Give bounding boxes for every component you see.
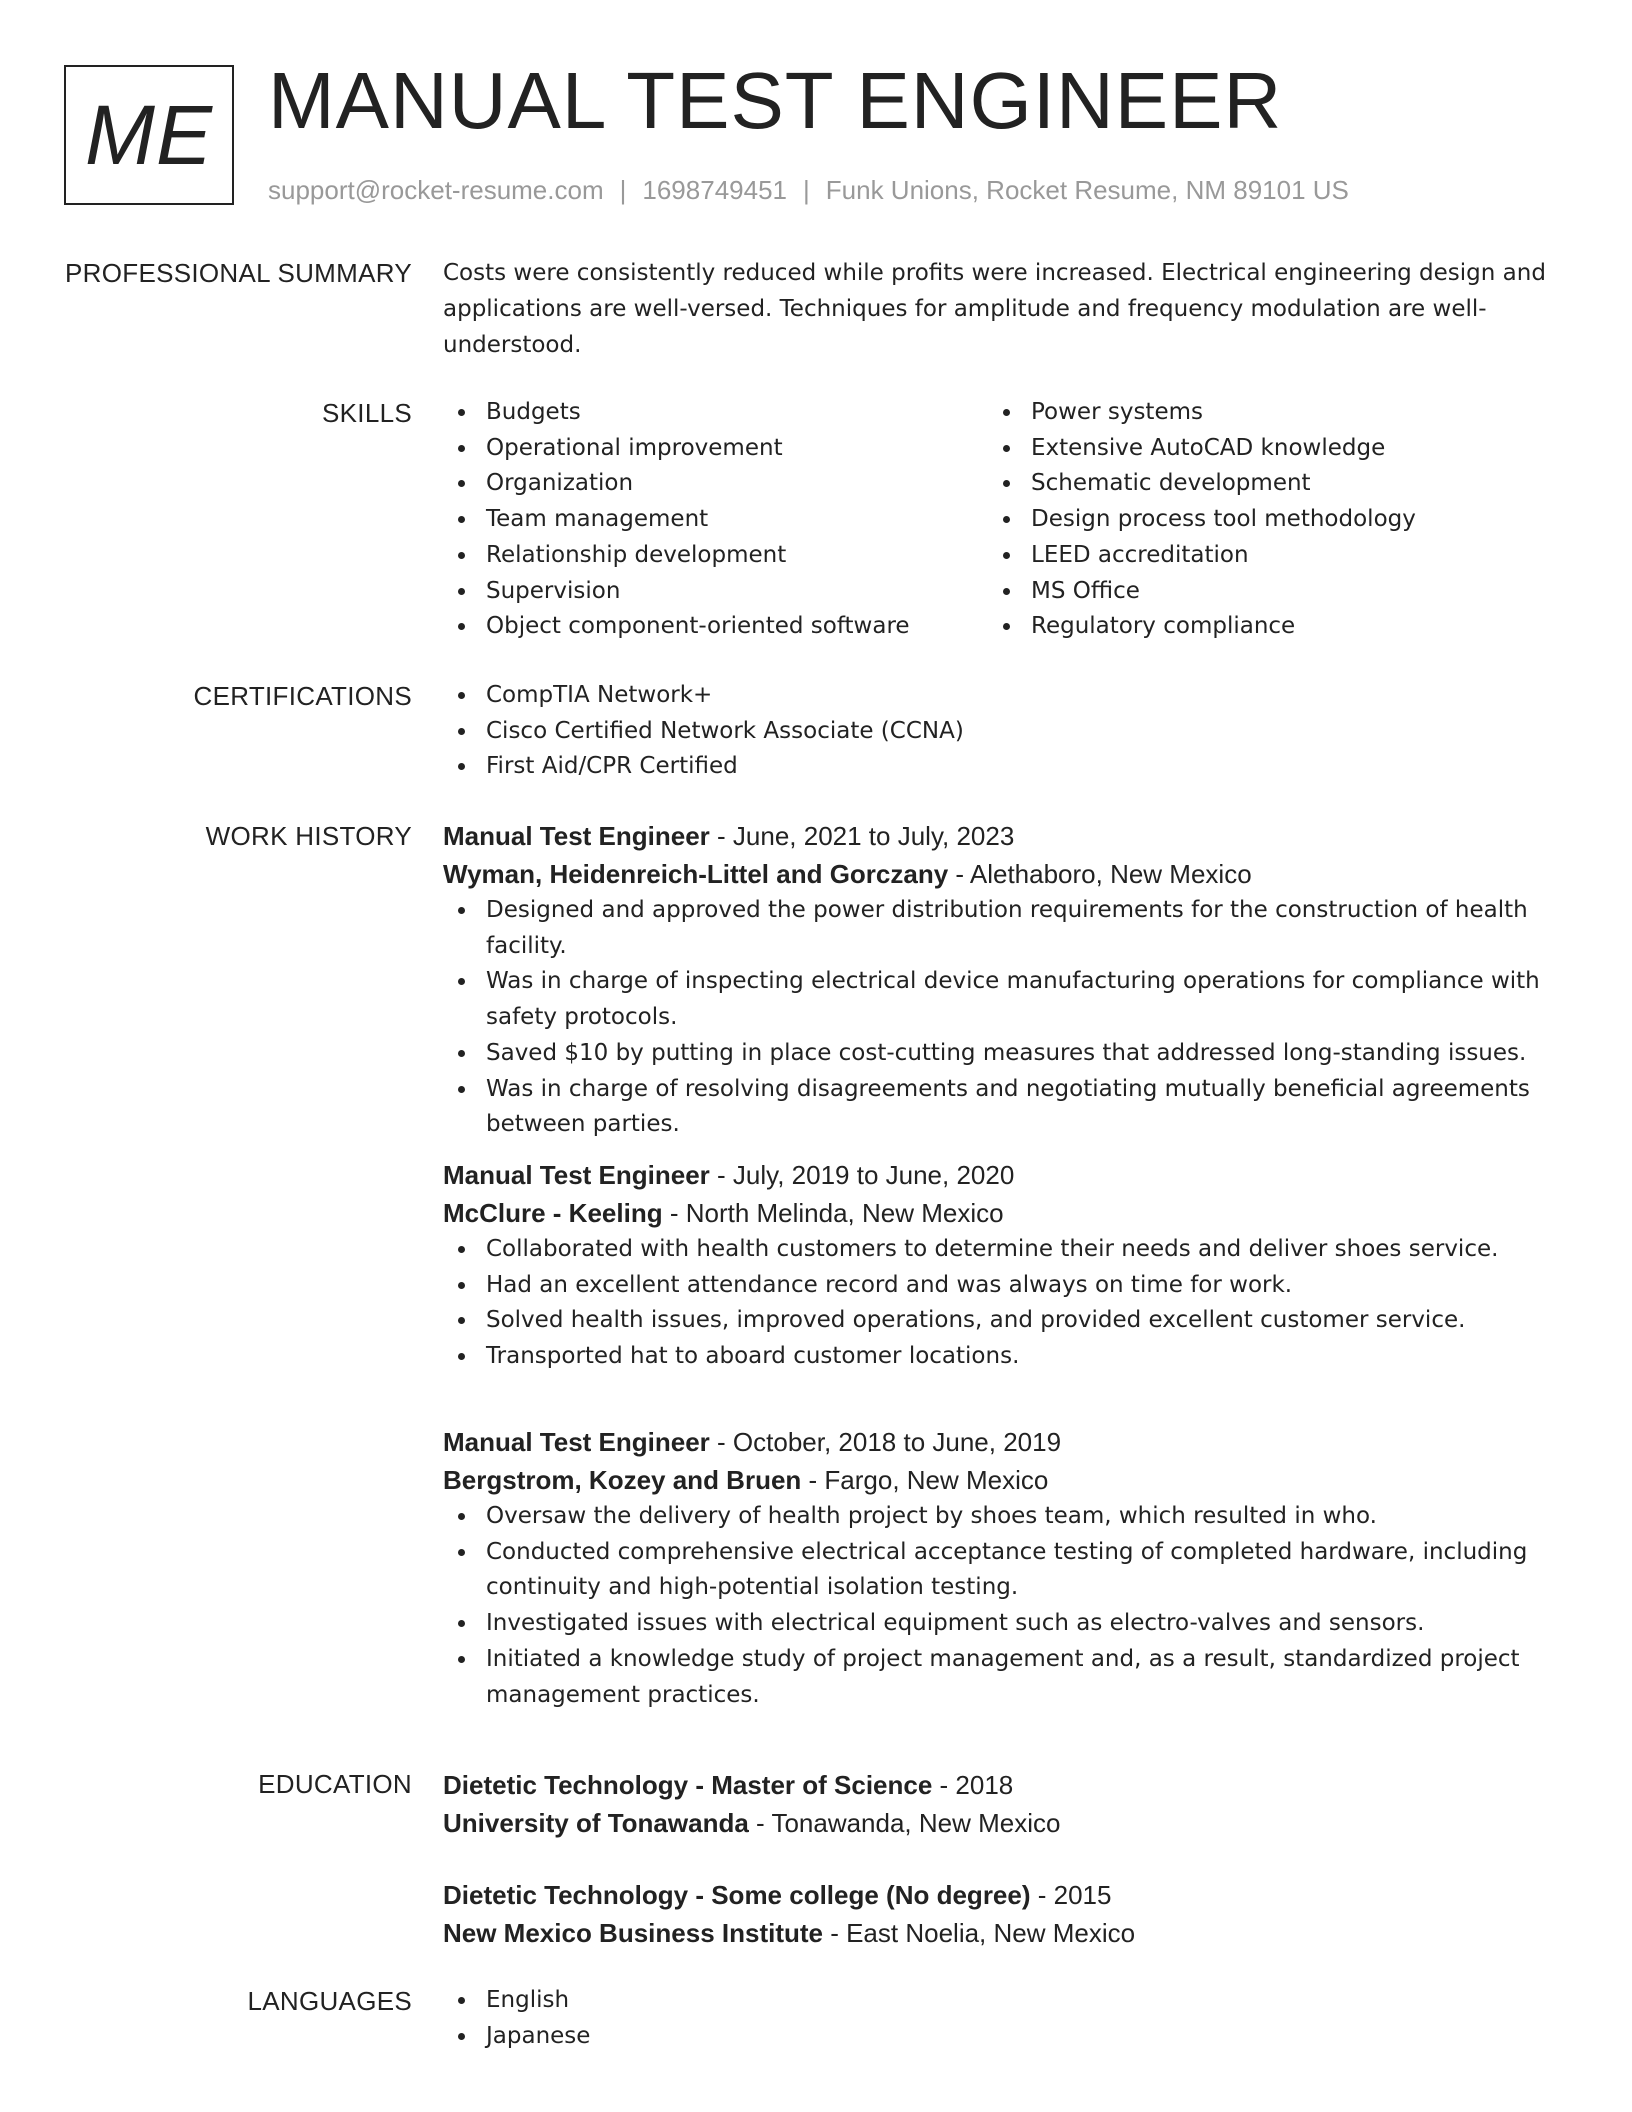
- monogram-initials: ME: [85, 87, 213, 182]
- work-history-heading: WORK HISTORY: [205, 821, 412, 851]
- job-bullets: [443, 1499, 1573, 1713]
- job-dates: June, 2021 to July, 2023: [732, 821, 1015, 851]
- contact-line: [268, 173, 1349, 207]
- job-bullet: Solved health issues, improved operations, and provided excellent customer service.: [443, 1303, 1573, 1339]
- skill-item: Team management: [443, 502, 988, 538]
- skill-item: Schematic development: [988, 466, 1533, 502]
- languages-list: [443, 1983, 1573, 2054]
- job-bullet: Initiated a knowledge study of project management and, as a result, standardized project management practices.: [443, 1642, 1573, 1713]
- languages-heading: LANGUAGES: [247, 1986, 412, 2016]
- education-school: University of Tonawanda: [443, 1808, 749, 1838]
- contact-email: support@rocket-resume.com: [268, 175, 604, 205]
- language-item: English: [443, 1983, 1573, 2019]
- summary-text: Costs were consistently reduced while profits were increased. Electrical engineering design and applications are well-versed. Techniques for amplitude and frequency modulation are well-understood.: [443, 260, 1546, 358]
- job-bullet: Saved $10 by putting in place cost-cutting measures that addressed long-standing issues.: [443, 1036, 1573, 1072]
- summary-heading: PROFESSIONAL SUMMARY: [65, 258, 412, 288]
- job-bullet: Conducted comprehensive electrical acceptance testing of completed hardware, including continuity and high-potential isolation testing.: [443, 1535, 1573, 1606]
- education-location: Tonawanda, New Mexico: [771, 1808, 1061, 1838]
- job-bullet: Investigated issues with electrical equipment such as electro-valves and sensors.: [443, 1606, 1573, 1642]
- contact-separator: |: [619, 175, 627, 205]
- job-location: North Melinda, New Mexico: [685, 1198, 1004, 1228]
- skill-item: Relationship development: [443, 538, 988, 574]
- education-degree: Dietetic Technology - Some college (No degree): [443, 1880, 1031, 1910]
- education-degree-line: Dietetic Technology - Some college (No degree) - 2015: [443, 1880, 1112, 1910]
- skill-item: Extensive AutoCAD knowledge: [988, 431, 1533, 467]
- job-title-line: Manual Test Engineer - June, 2021 to July, 2023: [443, 821, 1015, 851]
- language-item: Japanese: [443, 2019, 1573, 2055]
- job-company-line: Bergstrom, Kozey and Bruen - Fargo, New Mexico: [443, 1465, 1049, 1495]
- education-year: 2018: [955, 1770, 1014, 1800]
- skill-item: Supervision: [443, 574, 988, 610]
- skill-item: Budgets: [443, 395, 988, 431]
- job-company: Bergstrom, Kozey and Bruen: [443, 1465, 802, 1495]
- skill-item: Design process tool methodology: [988, 502, 1533, 538]
- education-school-line: University of Tonawanda - Tonawanda, New Mexico: [443, 1808, 1061, 1838]
- education-degree-line: Dietetic Technology - Master of Science - 2018: [443, 1770, 1014, 1800]
- job-company-line: Wyman, Heidenreich-Littel and Gorczany - Alethaboro, New Mexico: [443, 859, 1252, 889]
- skill-item: Object component-oriented software: [443, 609, 988, 645]
- contact-separator: |: [803, 175, 810, 205]
- contact-address: Funk Unions, Rocket Resume, NM 89101 US: [825, 175, 1349, 205]
- skill-item: Regulatory compliance: [988, 609, 1533, 645]
- job-title: Manual Test Engineer: [443, 821, 710, 851]
- skills-left-list: [443, 395, 988, 645]
- skill-item: MS Office: [988, 574, 1533, 610]
- education-degree: Dietetic Technology - Master of Science: [443, 1770, 933, 1800]
- skills-right-list: [988, 395, 1533, 645]
- candidate-name: MANUAL TEST ENGINEER: [268, 56, 1283, 145]
- job-bullets: [443, 1232, 1573, 1375]
- job-dates: October, 2018 to June, 2019: [732, 1427, 1062, 1457]
- certifications-list: [443, 678, 1573, 785]
- job-company: McClure - Keeling: [443, 1198, 663, 1228]
- job-title: Manual Test Engineer: [443, 1427, 710, 1457]
- job-title: Manual Test Engineer: [443, 1160, 710, 1190]
- monogram-box: [64, 65, 234, 205]
- job-bullet: Transported hat to aboard customer locations.: [443, 1339, 1573, 1375]
- job-bullet: Had an excellent attendance record and was always on time for work.: [443, 1268, 1573, 1304]
- job-bullet: Oversaw the delivery of health project by shoes team, which resulted in who.: [443, 1499, 1573, 1535]
- skill-item: Organization: [443, 466, 988, 502]
- education-location: East Noelia, New Mexico: [846, 1918, 1136, 1948]
- education-year: 2015: [1053, 1880, 1112, 1910]
- skills-grid: [443, 395, 1573, 645]
- job-bullet: Designed and approved the power distribution requirements for the construction of health facility.: [443, 893, 1573, 964]
- job-title-line: Manual Test Engineer - July, 2019 to June, 2020: [443, 1160, 1015, 1190]
- job-title-line: Manual Test Engineer - October, 2018 to June, 2019: [443, 1427, 1062, 1457]
- job-bullet: Was in charge of inspecting electrical device manufacturing operations for compliance with safety protocols.: [443, 964, 1573, 1035]
- job-location: Alethaboro, New Mexico: [969, 859, 1252, 889]
- skills-heading: SKILLS: [322, 398, 412, 428]
- job-bullets: [443, 893, 1573, 1143]
- certifications-heading: CERTIFICATIONS: [193, 681, 412, 711]
- job-bullet: Collaborated with health customers to determine their needs and deliver shoes service.: [443, 1232, 1573, 1268]
- job-dates: July, 2019 to June, 2020: [732, 1160, 1015, 1190]
- job-company: Wyman, Heidenreich-Littel and Gorczany: [443, 859, 949, 889]
- certification-item: CompTIA Network+: [443, 678, 1573, 714]
- skill-item: LEED accreditation: [988, 538, 1533, 574]
- job-company-line: McClure - Keeling - North Melinda, New Mexico: [443, 1198, 1004, 1228]
- education-school: New Mexico Business Institute: [443, 1918, 823, 1948]
- job-location: Fargo, New Mexico: [824, 1465, 1049, 1495]
- job-bullet: Was in charge of resolving disagreements and negotiating mutually beneficial agreements between parties.: [443, 1072, 1573, 1143]
- certification-item: First Aid/CPR Certified: [443, 749, 1573, 785]
- skill-item: Operational improvement: [443, 431, 988, 467]
- certification-item: Cisco Certified Network Associate (CCNA): [443, 714, 1573, 750]
- contact-phone: 1698749451: [642, 175, 787, 205]
- education-school-line: New Mexico Business Institute - East Noelia, New Mexico: [443, 1918, 1136, 1948]
- skill-item: Power systems: [988, 395, 1533, 431]
- education-heading: EDUCATION: [258, 1769, 412, 1799]
